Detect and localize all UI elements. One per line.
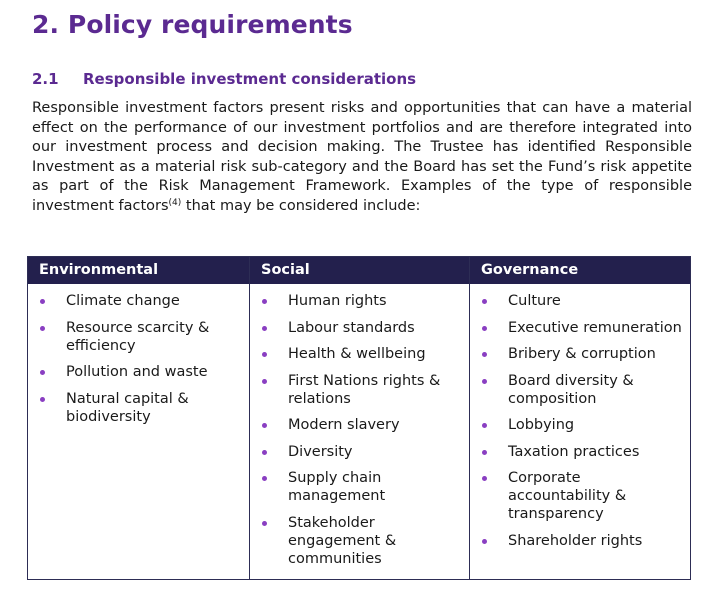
- bullet-icon: [482, 423, 487, 428]
- bullet-icon: [262, 352, 267, 357]
- list-item-text: Stakeholder engagement & communities: [288, 514, 397, 567]
- subsection-title: Responsible investment considerations: [83, 70, 417, 88]
- list-item-text: Pollution and waste: [66, 364, 208, 380]
- paragraph-line: Investment as a material risk sub-category and the Board has set the Fund’s risk appetite: [32, 158, 692, 175]
- bullet-icon: [262, 476, 267, 481]
- bullet-icon: [482, 450, 487, 455]
- list-item: [28, 363, 249, 381]
- bullet-icon: [262, 521, 267, 526]
- list-item: [470, 443, 690, 461]
- footnote-reference: (4): [168, 197, 182, 208]
- list-item: [470, 345, 690, 363]
- intro-paragraph: [32, 99, 692, 216]
- subsection-heading: [32, 70, 416, 88]
- list-item-text: Corporate accountability & transparency: [508, 470, 627, 522]
- column-social: [249, 257, 469, 579]
- list-item-text: Executive remuneration: [508, 319, 682, 336]
- list-item: [250, 469, 469, 505]
- paragraph-text: investment factors: [32, 197, 169, 214]
- list-item-text: Bribery & corruption: [508, 346, 656, 362]
- bullet-icon: [262, 379, 267, 384]
- item-list: [250, 284, 469, 568]
- list-item-text: Culture: [508, 293, 561, 309]
- column-governance: [469, 257, 690, 579]
- list-item-text: Lobbying: [508, 417, 575, 433]
- list-item-text: Human rights: [288, 293, 387, 309]
- list-item-text: Climate change: [66, 293, 180, 309]
- bullet-icon: [40, 326, 45, 331]
- list-item-text: Taxation practices: [508, 443, 640, 460]
- list-item: [250, 514, 469, 568]
- bullet-icon: [40, 299, 45, 304]
- list-item-text: First Nations rights & relations: [288, 372, 441, 407]
- list-item-text: Board diversity & composition: [508, 372, 634, 407]
- list-item: [250, 319, 469, 337]
- list-item-text: Natural capital & biodiversity: [66, 390, 189, 425]
- factors-table: [27, 256, 691, 580]
- list-item: [28, 292, 249, 310]
- bullet-icon: [262, 326, 267, 331]
- column-header: Social: [250, 257, 469, 284]
- list-item-text: Resource scarcity & efficiency: [66, 319, 210, 354]
- list-item: [470, 372, 690, 408]
- paragraph-line: [32, 197, 692, 217]
- list-item: [470, 292, 690, 310]
- paragraph-line: as part of the Risk Management Framework. Examples of the type of responsible: [32, 178, 692, 194]
- paragraph-text: that may be considered include:: [181, 197, 421, 214]
- paragraph-line: Responsible investment factors present risks and opportunities that can have a material: [32, 100, 692, 116]
- bullet-icon: [482, 539, 487, 544]
- list-item-text: Labour standards: [288, 319, 415, 336]
- list-item-text: Modern slavery: [288, 417, 400, 433]
- bullet-icon: [482, 352, 487, 357]
- bullet-icon: [262, 450, 267, 455]
- subsection-number: 2.1: [32, 70, 59, 88]
- item-list: [470, 284, 690, 550]
- paragraph-line: our investment process and decision making. The Trustee has identified Responsible: [32, 139, 692, 155]
- list-item: [250, 372, 469, 408]
- bullet-icon: [482, 299, 487, 304]
- list-item: [250, 416, 469, 434]
- column-header: Governance: [470, 257, 690, 284]
- column-header: Environmental: [28, 257, 249, 284]
- bullet-icon: [40, 370, 45, 375]
- list-item: [28, 319, 249, 355]
- bullet-icon: [482, 476, 487, 481]
- column-environmental: [28, 257, 249, 579]
- list-item: [250, 292, 469, 310]
- list-item: [470, 532, 690, 550]
- list-item: [250, 443, 469, 461]
- bullet-icon: [40, 397, 45, 402]
- bullet-icon: [482, 379, 487, 384]
- paragraph-line: effect on the performance of our investment portfolios and are therefore integrated into: [32, 119, 692, 136]
- item-list: [28, 284, 249, 426]
- list-item: [470, 319, 690, 337]
- list-item: [470, 416, 690, 434]
- list-item: [250, 345, 469, 363]
- list-item: [470, 469, 690, 523]
- list-item-text: Supply chain management: [288, 470, 386, 504]
- list-item-text: Health & wellbeing: [288, 346, 426, 362]
- list-item: [28, 390, 249, 426]
- bullet-icon: [482, 326, 487, 331]
- list-item-text: Diversity: [288, 443, 353, 460]
- bullet-icon: [262, 423, 267, 428]
- list-item-text: Shareholder rights: [508, 532, 643, 549]
- section-heading: 2. Policy requirements: [32, 10, 353, 39]
- bullet-icon: [262, 299, 267, 304]
